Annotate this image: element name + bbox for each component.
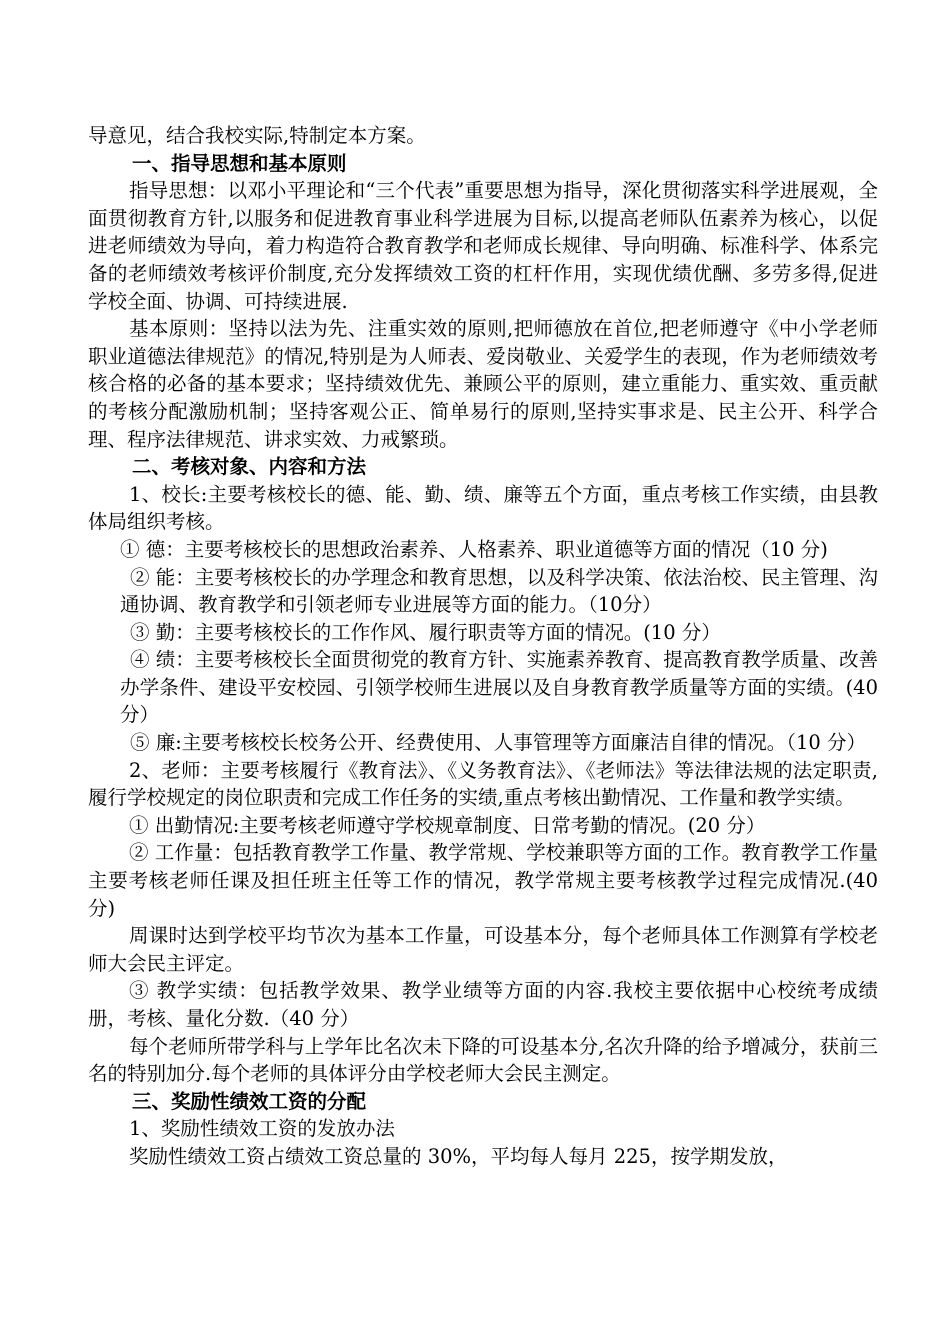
teacher-results-item: ③ 教学实绩：包括教学效果、教学业绩等方面的内容.我校主要依据中心校统考成绩册，考核、量化分数.（40 分） — [88, 979, 878, 1030]
basic-principles-paragraph: 基本原则：坚持以法为先、注重实效的原则,把师德放在首位,把老师遵守《中小学老师职业道德法律规范》的情况,特别是为人师表、爱岗敬业、关爱学生的表现，作为老师绩效考核合格的必备的基本要求；坚持绩效优先、兼顾公平的原则，建立重能力、重实效、重贡献的考核分配激励机制；坚持客观公正、简单易行的原则,坚持实事求是、民主公开、科学合理、程序法律规范、讲求实效、力戒繁琐。 — [88, 317, 878, 451]
section-heading-3: 三、奖励性绩效工资的分配 — [132, 1089, 367, 1113]
teacher-paragraph: 2、老师：主要考核履行《教育法》、《义务教育法》、《老师法》等法律法规的法定职责,履行学校规定的岗位职责和完成工作任务的实绩,重点考核出勤情况、工作量和教学实绩。 — [88, 758, 878, 810]
pay-method-subheading: 1、奖励性绩效工资的发放办法 — [129, 1117, 395, 1141]
section-heading-2: 二、考核对象、内容和方法 — [132, 455, 367, 479]
subject-rank-paragraph: 每个老师所带学科与上学年比名次未下降的可设基本分,名次升降的给予增减分，获前三名的特别加分.每个老师的具体评分由学校老师大会民主测定。 — [88, 1034, 878, 1086]
document-page — [88, 122, 878, 1171]
weekly-hours-paragraph: 周课时达到学校平均节次为基本工作量，可设基本分，每个老师具体工作测算有学校老师大会民主评定。 — [88, 924, 878, 975]
principal-achievement-item: ④ 绩：主要考核校长全面贯彻党的教育方针、实施素养教育、提高教育教学质量、改善办学条件、建设平安校园、引领学校师生进展以及自身教育教学质量等方面的实绩。(40 分） — [120, 648, 878, 727]
principal-moral-item: ① 德：主要考核校长的思想政治素养、人格素养、职业道德等方面的情况（10 分) — [120, 537, 828, 561]
pay-ratio-paragraph: 奖励性绩效工资占绩效工资总量的 30%，平均每人每月 225，按学期发放， — [129, 1144, 788, 1168]
teacher-workload-item: ② 工作量：包括教育教学工作量、教学常规、学校兼职等方面的工作。教育教学工作量主要考核老师任课及担任班主任等工作的情况，教学常规主要考核教学过程完成情况.(40 分) — [88, 841, 878, 920]
section-heading-1: 一、指导思想和基本原则 — [132, 151, 347, 175]
teacher-attendance-item: ① 出勤情况:主要考核老师遵守学校规章制度、日常考勤的情况。(20 分） — [129, 813, 766, 837]
principal-diligence-item: ③ 勤：主要考核校长的工作作风、履行职责等方面的情况。(10 分） — [130, 620, 721, 644]
guiding-thought-paragraph: 指导思想：以邓小平理论和“三个代表”重要思想为指导，深化贯彻落实科学进展观，全面贯彻教育方针,以服务和促进教育事业科学进展为目标,以提高老师队伍素养为核心，以促进老师绩效为导向，着力构造符合教育教学和老师成长规律、导向明确、标准科学、体系完备的老师绩效考核评价制度,充分发挥绩效工资的杠杆作用，实现优绩优酬、多劳多得,促进学校全面、协调、可持续进展. — [88, 179, 878, 313]
principal-paragraph: 1、校长:主要考核校长的德、能、勤、绩、廉等五个方面，重点考核工作实绩，由县教体局组织考核。 — [88, 482, 878, 534]
principal-integrity-item: ⑤ 廉:主要考核校长校务公开、经费使用、人事管理等方面廉洁自律的情况。（10 分） — [130, 731, 867, 755]
principal-ability-item: ② 能：主要考核校长的办学理念和教育思想，以及科学决策、依法治校、民主管理、沟通协调、教育教学和引领老师专业进展等方面的能力。（10分） — [120, 565, 878, 617]
intro-end-paragraph: 导意见，结合我校实际,特制定本方案。 — [88, 124, 426, 147]
